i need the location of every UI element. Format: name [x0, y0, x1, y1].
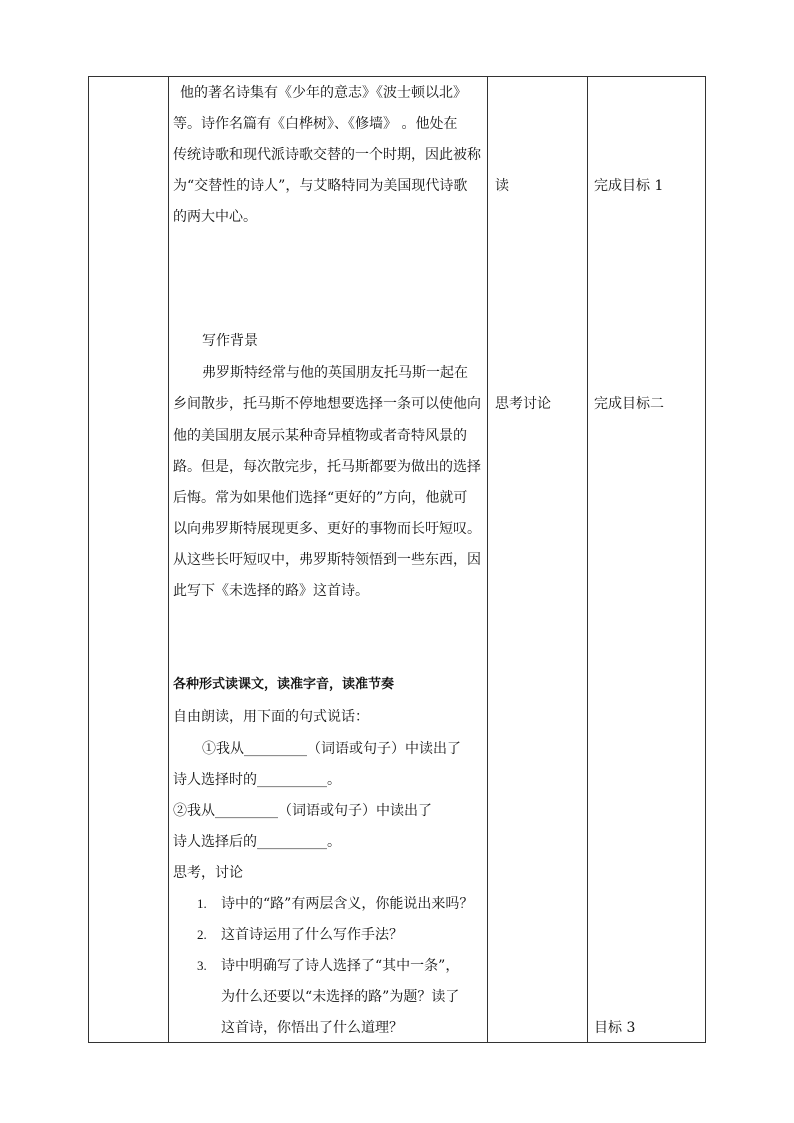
- question-text: 诗中的“路”有两层含义，你能说出来吗？: [221, 896, 474, 912]
- goal-2: 完成目标二: [594, 396, 664, 412]
- intro-line-1: 他的著名诗集有《少年的意志》《波士顿以北》: [180, 85, 467, 101]
- intro-line-2: 等。诗作名篇有《白桦树》、《修墙》 。他处在: [173, 116, 458, 132]
- activity-read: 读: [495, 178, 509, 194]
- intro-line-3: 传统诗歌和现代派诗歌交替的一个时期，因此被称: [173, 147, 481, 163]
- question-text: 诗中明确写了诗人选择了“其中一条”，: [221, 958, 460, 974]
- question-number: 3.: [197, 958, 207, 973]
- background-title: 写作背景: [202, 333, 258, 349]
- background-line-5: 后悔。常为如果他们选择“更好的”方向，他就可: [173, 490, 468, 506]
- question-3-continued-2: 这首诗，你悟出了什么道理？: [221, 1020, 403, 1036]
- reading-heading: 各种形式读课文，读准字音，读准节奏: [173, 677, 395, 692]
- pattern-1-line-b: 诗人选择时的__________。: [173, 772, 341, 788]
- question-3-continued-1: 为什么还要以“未选择的路”为题？读了: [221, 989, 460, 1005]
- pattern-2-line-a: ②我从_________（词语或句子）中读出了: [173, 803, 432, 819]
- free-reading-instruction: 自由朗读，用下面的句式说话：: [173, 709, 369, 725]
- pattern-1-line-a: ①我从_________（词语或句子）中读出了: [202, 741, 461, 757]
- column-divider-1: [168, 77, 169, 1042]
- question-number: 1.: [197, 896, 207, 911]
- goal-1: 完成目标 1: [594, 178, 664, 194]
- background-line-1: 弗罗斯特经常与他的英国朋友托马斯一起在: [202, 365, 468, 381]
- question-2: [197, 927, 403, 943]
- question-3: [197, 958, 459, 974]
- background-line-7: 从这些长吁短叹中，弗罗斯特领悟到一些东西，因: [173, 552, 481, 568]
- goal-3: 目标 3: [594, 1020, 636, 1036]
- column-divider-2: [487, 77, 488, 1042]
- background-line-4: 路。但是，每次散完步，托马斯都要为做出的选择: [173, 459, 481, 475]
- discuss-title: 思考，讨论: [173, 865, 243, 881]
- question-number: 2.: [197, 927, 207, 942]
- question-1: [197, 896, 473, 912]
- background-line-8: 此写下《未选择的路》这首诗。: [173, 583, 369, 599]
- background-line-3: 他的美国朋友展示某种奇异植物或者奇特风景的: [173, 428, 467, 444]
- intro-line-4: 为“交替性的诗人”，与艾略特同为美国现代诗歌: [173, 178, 468, 194]
- activity-discuss: 思考讨论: [495, 396, 551, 412]
- background-line-6: 以向弗罗斯特展现更多、更好的事物而长吁短叹。: [173, 521, 481, 537]
- background-line-2: 乡间散步，托马斯不停地想要选择一条可以使他向: [173, 396, 481, 412]
- question-text: 这首诗运用了什么写作手法？: [221, 927, 403, 943]
- pattern-2-line-b: 诗人选择后的__________。: [173, 834, 341, 850]
- column-divider-3: [587, 77, 588, 1042]
- intro-line-5: 的两大中心。: [173, 209, 257, 225]
